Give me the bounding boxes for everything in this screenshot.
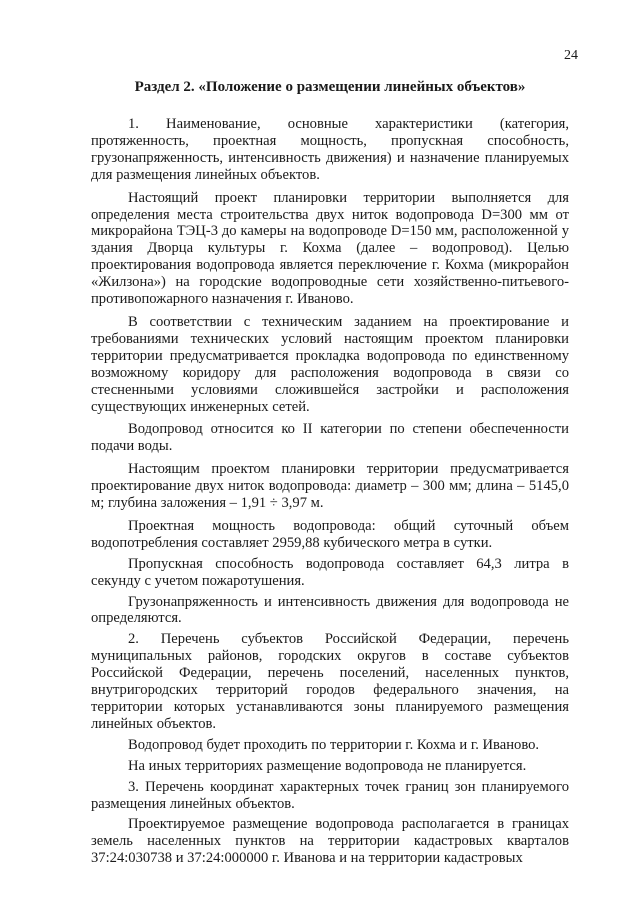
paragraph-item-1-heading: 1. Наименование, основные характеристики (категория, протяженность, проектная мощность, пропускная способность, грузонапряженность, интенсивность движения) и назначение планируемых для размещения линейных объектов. [91, 116, 569, 183]
paragraph-item-2-heading: 2. Перечень субъектов Российской Федерации, перечень муниципальных районов, городских округов в составе субъектов Российской Федерации, перечень поселений, населенных пунктов, внутригородских территорий городов федерального значения, на территории которых устанавливаются зоны планируемого размещения линейных объектов. [91, 631, 569, 732]
section-title: Раздел 2. «Положение о размещении линейных объектов» [134, 79, 526, 95]
paragraph-category: Водопровод относится ко II категории по степени обеспеченности подачи воды. [91, 421, 569, 455]
paragraph-project-purpose: Настоящий проект планировки территории выполняется для определения места строительства двух ниток водопровода D=300 мм от микрорайона ТЭЦ-3 до камеры на водопроводе D=150 мм, расположенной у здания Дворца культуры г. Кохма (далее – водопровод). Целью проектирования водопровода является переключение г. Кохма (микрорайон «Жилзона») на городские водопроводные сети хозяйственно-питьевого-противопожарного назначения г. Иваново. [91, 189, 569, 308]
section-body [91, 116, 569, 867]
paragraph-other-territories: На иных территориях размещение водопровода не планируется. [128, 757, 527, 774]
paragraph-pipe-parameters: Настоящим проектом планировки территории предусматривается проектирование двух ниток водопровода: диаметр – 300 мм; длина – 5145,0 м; глубина заложения – 1,91 ÷ 3,97 м. [91, 461, 569, 512]
paragraph-territory: Водопровод будет проходить по территории г. Кохма и г. Иваново. [128, 736, 540, 753]
paragraph-technical-assignment: В соответствии с техническим заданием на проектирование и требованиями технических условий настоящим проектом планировки территории предусматривается прокладка водопровода по единственному возможному коридору для расположения водопровода в связи со стесненными условиями сложившейся застройки и расположения существующих инженерных сетей. [91, 313, 569, 415]
paragraph-item-3-heading: 3. Перечень координат характерных точек границ зон планируемого размещения линейных объектов. [91, 778, 569, 812]
paragraph-design-capacity: Проектная мощность водопровода: общий суточный объем водопотребления составляет 2959,88 кубического метра в сутки. [91, 517, 569, 551]
paragraph-load-intensity: Грузонапряженность и интенсивность движения для водопровода не определяются. [91, 593, 569, 627]
paragraph-throughput: Пропускная способность водопровода составляет 64,3 литра в секунду с учетом пожаротушения. [91, 555, 569, 589]
paragraph-cadastral: Проектируемое размещение водопровода располагается в границах земель населенных пунктов на территории кадастровых кварталов 37:24:030738 и 37:24:000000 г. Иванова и на территории кадастровых [91, 816, 569, 867]
page-number: 24 [564, 48, 578, 63]
